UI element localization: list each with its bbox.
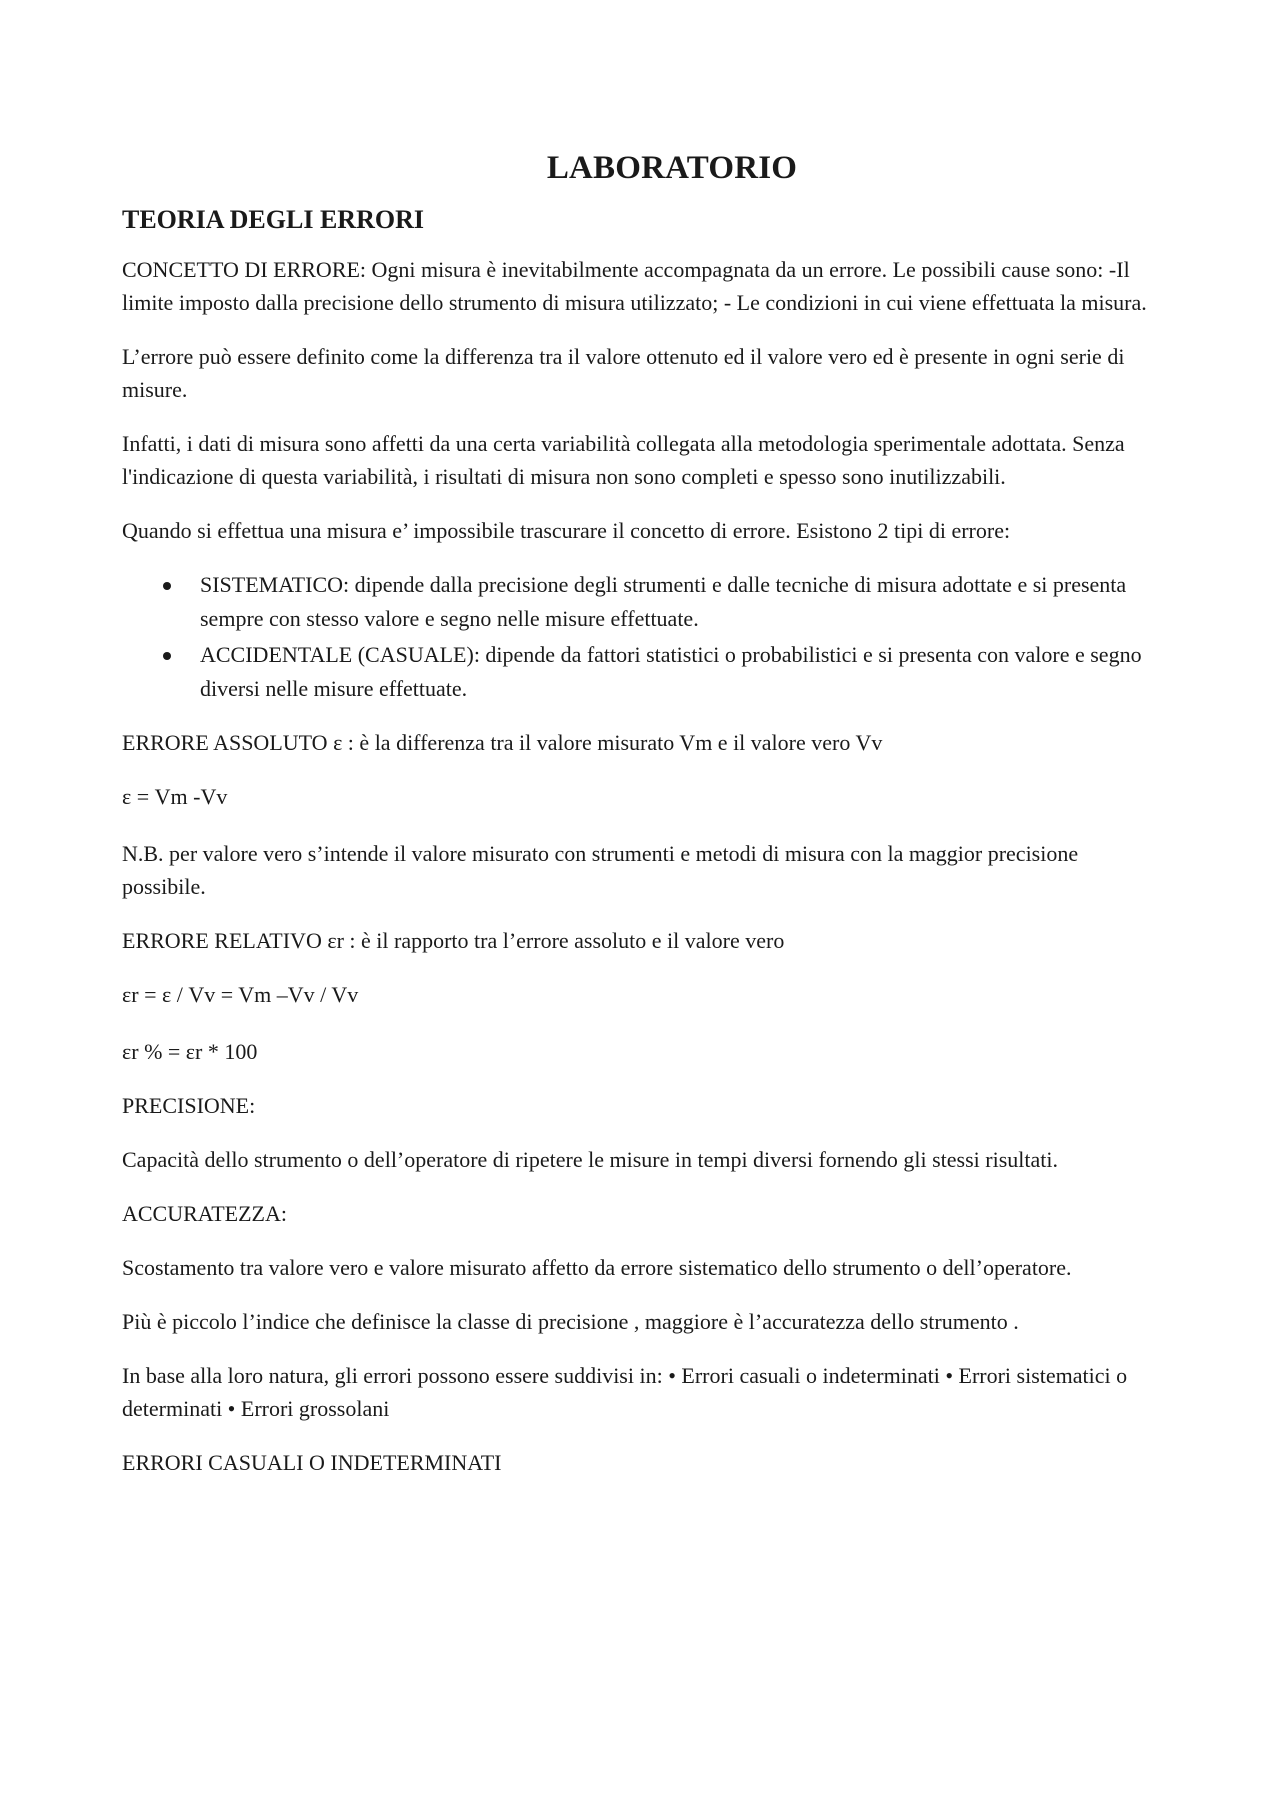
paragraph-nota-bene: N.B. per valore vero s’intende il valore misurato con strumenti e metodi di misura con la maggior precisione possibile. — [122, 841, 1079, 899]
list-item-text: ACCIDENTALE (CASUALE): dipende da fattori statistici o probabilistici e si presenta con valore e segno diversi nelle misure effettuate. — [200, 642, 1142, 701]
paragraph-accuratezza: Scostamento tra valore vero e valore misurato affetto da errore sistematico dello strumento o dell’operatore. — [122, 1255, 1072, 1280]
formula-errore-assoluto: ε = Vm -Vv — [122, 784, 228, 809]
section-title: TEORIA DEGLI ERRORI — [122, 205, 424, 234]
heading-errori-casuali: ERRORI CASUALI O INDETERMINATI — [122, 1450, 502, 1475]
paragraph-errore-assoluto: ERRORE ASSOLUTO ε : è la differenza tra il valore misurato Vm e il valore vero Vv — [122, 730, 883, 755]
formula-errore-relativo: εr = ε / Vv = Vm –Vv / Vv — [122, 982, 359, 1007]
paragraph-errore-relativo: ERRORE RELATIVO εr : è il rapporto tra l’errore assoluto e il valore vero — [122, 928, 785, 953]
paragraph-classe-precisione: Più è piccolo l’indice che definisce la classe di precisione , maggiore è l’accuratezza dello strumento . — [122, 1309, 1019, 1334]
paragraph-variabilita: Infatti, i dati di misura sono affetti da una certa variabilità collegata alla metodologia sperimentale adottata. Senza l'indicazione di questa variabilità, i risultati di misura non sono completi e spesso sono inutilizzabili. — [122, 431, 1125, 489]
formula-errore-percentuale: εr % = εr * 100 — [122, 1039, 258, 1064]
paragraph-concetto-errore: CONCETTO DI ERRORE: Ogni misura è inevitabilmente accompagnata da un errore. Le possibili cause sono: -Il limite imposto dalla precisione dello strumento di misura utilizzato; - Le condizioni in cui viene effettuata la misura. — [122, 257, 1147, 315]
document-title: LABORATORIO — [546, 150, 798, 186]
paragraph-tipi-errore: Quando si effettua una misura e’ impossibile trascurare il concetto di errore. Esistono 2 tipi di errore: — [122, 518, 1011, 543]
bullet-icon — [163, 582, 171, 590]
bullet-icon — [163, 652, 171, 660]
list-item — [200, 568, 1162, 636]
paragraph-suddivisione-errori: In base alla loro natura, gli errori possono essere suddivisi in: • Errori casuali o indeterminati • Errori sistematici o determinati • Errori grossolani — [122, 1363, 1128, 1421]
paragraph-definizione-errore: L’errore può essere definito come la differenza tra il valore ottenuto ed il valore vero ed è presente in ogni serie di misure. — [122, 344, 1125, 402]
heading-accuratezza: ACCURATEZZA: — [122, 1201, 287, 1226]
list-item — [200, 638, 1162, 706]
paragraph-precisione: Capacità dello strumento o dell’operatore di ripetere le misure in tempi diversi fornendo gli stessi risultati. — [122, 1147, 1058, 1172]
heading-precisione: PRECISIONE: — [122, 1093, 256, 1118]
error-types-list — [122, 568, 1162, 706]
list-item-text: SISTEMATICO: dipende dalla precisione degli strumenti e dalle tecniche di misura adottate e si presenta sempre con stesso valore e segno nelle misure effettuate. — [200, 572, 1127, 631]
